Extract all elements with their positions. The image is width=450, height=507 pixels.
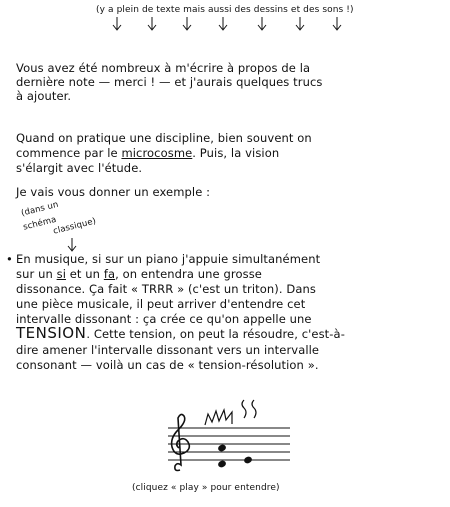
para2-line-1: Quand on pratique une discipline, bien souvent on bbox=[16, 131, 312, 145]
sound-burst-icon bbox=[205, 400, 256, 425]
play-caption: (cliquez « play » pour entendre) bbox=[132, 483, 280, 493]
resolution-note-icon bbox=[243, 456, 253, 465]
para2-line-3: s'élargit avec l'étude. bbox=[16, 161, 143, 175]
annotation-line-1: (dans un bbox=[20, 199, 60, 219]
bullet-dot: • bbox=[6, 252, 13, 266]
note-si-icon bbox=[217, 444, 227, 453]
note-si: si bbox=[56, 267, 66, 281]
microcosme-word: microcosme bbox=[121, 146, 193, 160]
bullet-line-2-c: et un bbox=[66, 267, 104, 281]
annotation-line-2: schéma bbox=[22, 214, 58, 233]
intro-line-3: à ajouter. bbox=[16, 89, 72, 103]
note-fa-icon bbox=[217, 460, 227, 469]
bullet-line-2-a: sur un bbox=[16, 267, 57, 281]
bullet-line-8: consonant — voilà un cas de « tension-résolution ». bbox=[16, 358, 319, 372]
bullet-line-3: dissonance. Ça fait « TRRR » (c'est un triton). Dans bbox=[16, 282, 316, 296]
annotation-line-3: classique) bbox=[52, 216, 98, 237]
bullet-line-1: En musique, si sur un piano j'appuie simultanément bbox=[16, 252, 321, 266]
intro-line-2: dernière note — merci ! — et j'aurais quelques trucs bbox=[16, 75, 323, 89]
para2-line-2-start: commence par le bbox=[16, 146, 122, 160]
note-fa: fa bbox=[103, 267, 116, 281]
bullet-line-6-b: . Cette tension, on peut la résoudre, c'est-à- bbox=[86, 327, 345, 341]
para2-line-2-end: . Puis, la vision bbox=[192, 146, 280, 160]
treble-clef-icon bbox=[172, 414, 190, 470]
bullet-line-7: dire amener l'intervalle dissonant vers un intervalle bbox=[16, 343, 320, 357]
staff-lines bbox=[168, 428, 290, 460]
bullet-line-5: intervalle dissonant : ça crée ce qu'on appelle une bbox=[16, 312, 312, 326]
tension-word: TENSION bbox=[16, 324, 87, 342]
bullet-line-4: une pièce musicale, il peut arriver d'entendre cet bbox=[16, 297, 306, 311]
example-intro: Je vais vous donner un exemple : bbox=[16, 185, 211, 199]
intro-line-1: Vous avez été nombreux à m'écrire à propos de la bbox=[16, 61, 311, 75]
bullet-line-2-e: , on entendra une grosse bbox=[115, 267, 262, 281]
header-note: (y a plein de texte mais aussi des dessins et des sons !) bbox=[96, 5, 354, 15]
